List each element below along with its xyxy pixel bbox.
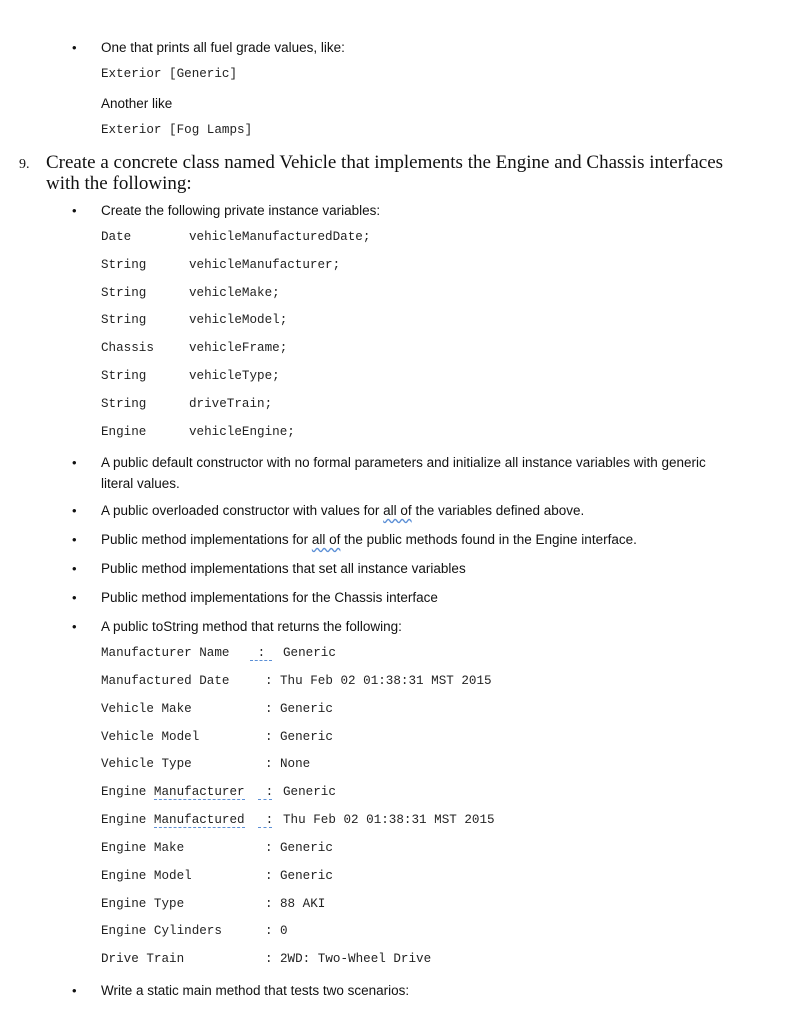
var-type: Date	[101, 230, 132, 244]
output-colon: :	[265, 924, 273, 938]
output-label: Engine Type	[101, 897, 185, 911]
intro-code-2: Exterior [Fog Lamps]	[101, 123, 253, 137]
overloaded-constructor-text	[101, 503, 584, 518]
var-name: driveTrain;	[189, 397, 273, 411]
tostring-text: A public toString method that returns the following:	[101, 619, 402, 634]
text-segment: the public methods found in the Engine interface.	[340, 532, 637, 547]
output-value: 88 AKI	[280, 897, 326, 911]
vars-intro: Create the following private instance variables:	[101, 203, 381, 218]
output-label: Vehicle Make	[101, 702, 192, 716]
output-value: Generic	[280, 702, 333, 716]
var-type: String	[101, 397, 147, 411]
section-title-line-2: with the following:	[46, 173, 192, 194]
bullet-dot: •	[72, 532, 77, 547]
var-name: vehicleEngine;	[189, 425, 295, 439]
output-value: Generic	[280, 869, 333, 883]
output-value: Thu Feb 02 01:38:31 MST 2015	[283, 813, 495, 827]
output-colon: :	[265, 897, 273, 911]
output-label: Vehicle Type	[101, 757, 192, 771]
output-label: Engine Model	[101, 869, 192, 883]
chassis-text: Public method implementations for the Chassis interface	[101, 590, 438, 605]
bullet-dot: •	[72, 983, 77, 998]
bullet-dot: •	[72, 203, 77, 218]
var-type: String	[101, 313, 147, 327]
var-type: String	[101, 258, 147, 272]
text-segment: A public overloaded constructor with values for	[101, 503, 384, 518]
var-name: vehicleFrame;	[189, 341, 288, 355]
section-title-line-1: Create a concrete class named Vehicle that implements the Engine and Chassis interfaces	[46, 152, 724, 173]
output-colon: :	[265, 674, 273, 688]
output-colon: :	[265, 702, 273, 716]
output-value: None	[280, 757, 311, 771]
output-colon: :	[258, 813, 272, 828]
spellcheck-phrase: all of	[311, 532, 341, 547]
var-type: Chassis	[101, 341, 154, 355]
output-label: Vehicle Model	[101, 730, 200, 744]
output-label: Engine Manufactured	[101, 813, 245, 827]
output-label: Drive Train	[101, 952, 185, 966]
var-type: Engine	[101, 425, 147, 439]
output-colon: :	[258, 785, 272, 800]
intro-another: Another like	[101, 96, 173, 111]
bullet-dot: •	[72, 619, 77, 634]
output-value: Generic	[280, 730, 333, 744]
output-label: Manufactured Date	[101, 674, 230, 688]
section-number: 9.	[19, 157, 30, 172]
output-colon: :	[265, 952, 273, 966]
output-colon: :	[265, 869, 273, 883]
output-label: Engine Cylinders	[101, 924, 222, 938]
bullet-dot: •	[72, 40, 77, 55]
output-colon: :	[265, 730, 273, 744]
var-name: vehicleManufacturer;	[189, 258, 341, 272]
output-label: Engine Manufacturer	[101, 785, 245, 799]
output-value: 2WD: Two-Wheel Drive	[280, 952, 432, 966]
output-colon: :	[265, 841, 273, 855]
output-value: Generic	[283, 785, 336, 799]
var-type: String	[101, 369, 147, 383]
spellcheck-phrase: all of	[383, 503, 412, 518]
setters-text: Public method implementations that set all instance variables	[101, 561, 466, 576]
default-constructor-line-1: A public default constructor with no formal parameters and initialize all instance variables with generic	[101, 455, 706, 470]
output-value: 0	[280, 924, 288, 938]
var-name: vehicleModel;	[189, 313, 288, 327]
output-value: Thu Feb 02 01:38:31 MST 2015	[280, 674, 492, 688]
text-segment: Public method implementations for	[101, 532, 312, 547]
var-name: vehicleMake;	[189, 286, 280, 300]
main-method-text: Write a static main method that tests two scenarios:	[101, 983, 410, 998]
var-name: vehicleType;	[189, 369, 280, 383]
bullet-dot: •	[72, 590, 77, 605]
output-label: Engine Make	[101, 841, 185, 855]
engine-methods-text	[101, 532, 637, 547]
var-type: String	[101, 286, 147, 300]
text-segment: the variables defined above.	[411, 503, 585, 518]
output-colon: :	[250, 646, 272, 661]
output-value: Generic	[280, 841, 333, 855]
bullet-dot: •	[72, 455, 77, 470]
output-label: Manufacturer Name	[101, 646, 230, 660]
var-name: vehicleManufacturedDate;	[189, 230, 371, 244]
bullet-dot: •	[72, 503, 77, 518]
default-constructor-line-2: literal values.	[101, 476, 180, 491]
output-colon: :	[265, 757, 273, 771]
intro-code-1: Exterior [Generic]	[101, 67, 238, 81]
intro-bullet-text: One that prints all fuel grade values, like:	[101, 40, 345, 55]
output-value: Generic	[283, 646, 336, 660]
bullet-dot: •	[72, 561, 77, 576]
